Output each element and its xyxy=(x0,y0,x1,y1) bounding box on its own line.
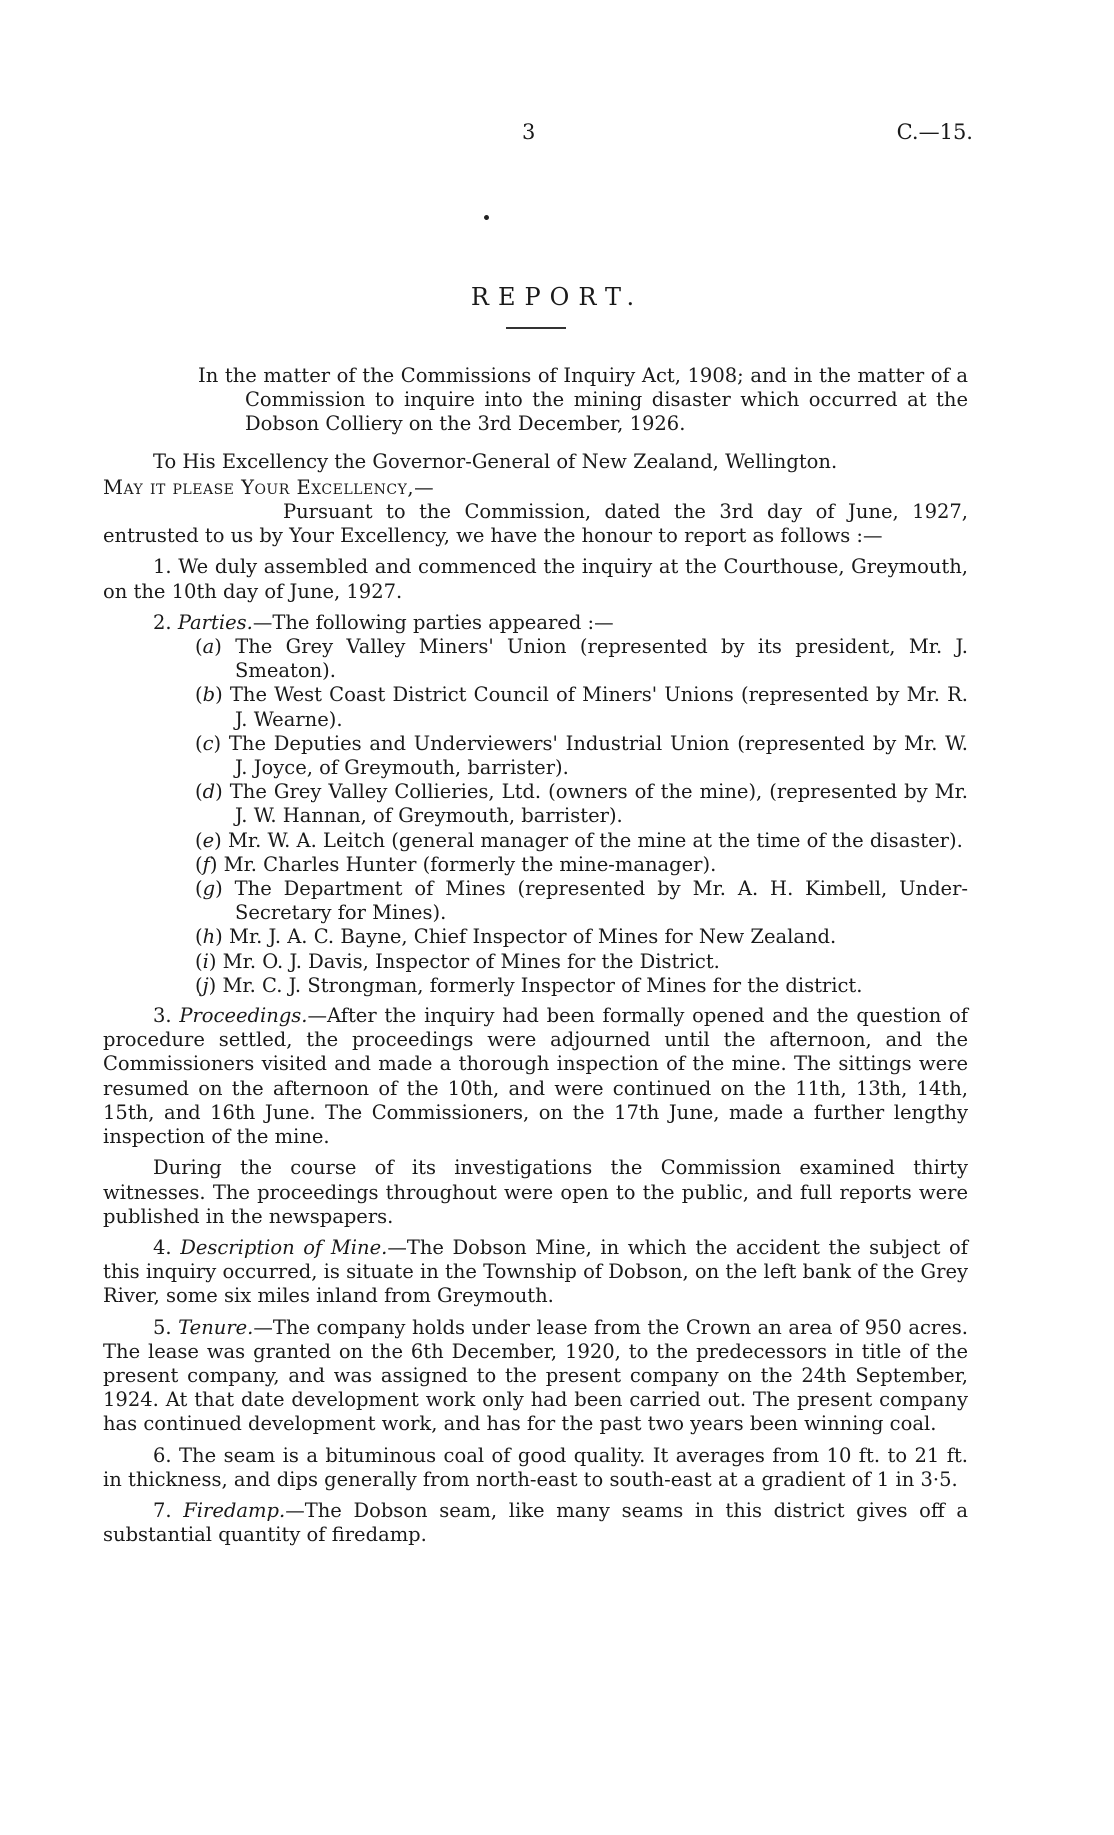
paragraph-4-number: 4. xyxy=(153,1235,172,1259)
paragraph-3-heading: Proceedings. xyxy=(179,1004,308,1028)
party-text: The Grey Valley Miners' Union (represented by its president, Mr. J. Smeaton). xyxy=(235,635,969,683)
list-item: (j) Mr. C. J. Strongman, formerly Inspector of Mines for the district. xyxy=(195,973,863,997)
report-title: REPORT. xyxy=(470,283,644,311)
list-item: (a) The Grey Valley Miners' Union (represented by its president, Mr. J. Smeaton). xyxy=(195,635,969,683)
document-code: C.—15. xyxy=(896,120,973,144)
list-item: (h) Mr. J. A. C. Bayne, Chief Inspector of Mines for New Zealand. xyxy=(195,925,837,949)
party-label: j xyxy=(202,973,209,997)
paragraph-4-text: —The Dobson Mine, in which the accident the subject of this inquiry occurred, is situate in the Township of Dobson, on the left bank of the Grey River, some six miles inland from Greymouth. xyxy=(103,1235,968,1308)
paragraph-2-number: 2. xyxy=(153,610,172,634)
party-text: Mr. J. A. C. Bayne, Chief Inspector of Mines for New Zealand. xyxy=(228,925,837,949)
party-text: The Grey Valley Collieries, Ltd. (owners of the mine), (represented by Mr. J. W. Hannan, of Greymouth, barrister). xyxy=(229,780,969,828)
party-text: Mr. O. J. Davis, Inspector of Mines for the District. xyxy=(222,949,720,973)
salutation: May it please Your Excellency,— xyxy=(103,475,435,499)
list-item: (f) Mr. Charles Hunter (formerly the mine-manager). xyxy=(195,852,717,876)
paragraph-5-text: —The company holds under lease from the Crown an area of 950 acres. The lease was granted on the 6th December, 1920, to the predecessors in title of the present company, and was assigned to the present company on the 24th September, 1924. At that date development work only had been carried out. The present company has continued development work, and has for the past two years been winning coal. xyxy=(103,1315,968,1436)
party-text: Mr. C. J. Strongman, formerly Inspector of Mines for the district. xyxy=(222,973,863,997)
list-item: (d) The Grey Valley Collieries, Ltd. (owners of the mine), (represented by Mr. J. W. Hannan, of Greymouth, barrister). xyxy=(195,780,969,828)
party-label: b xyxy=(202,683,216,707)
party-label: c xyxy=(202,731,214,755)
paragraph-7-text: —The Dobson seam, like many seams in this district gives off a substantial quantity of firedamp. xyxy=(103,1498,968,1547)
list-item: (g) The Department of Mines (represented by Mr. A. H. Kimbell, Under-Secretary for Mines). xyxy=(195,877,969,925)
list-item: (c) The Deputies and Underviewers' Industrial Union (represented by Mr. W. J. Joyce, of Greymouth, barrister). xyxy=(195,731,968,780)
paragraph-3-number: 3. xyxy=(153,1004,172,1028)
paragraph-2 xyxy=(103,611,968,635)
paragraph-5-number: 5. xyxy=(153,1315,172,1339)
party-text: Mr. Charles Hunter (formerly the mine-manager). xyxy=(223,852,717,876)
paragraph-2-text: —The following parties appeared :— xyxy=(252,610,614,634)
paragraph-4-heading: Description of Mine. xyxy=(180,1235,388,1259)
party-text: Mr. W. A. Leitch (general manager of the mine at the time of the disaster). xyxy=(227,828,963,852)
intro-paragraph: Pursuant to the Commission, dated the 3rd day of June, 1927, entrusted to us by Your Excellency, we have the honour to report as follows :— xyxy=(103,500,968,548)
matter-paragraph: In the matter of the Commissions of Inquiry Act, 1908; and in the matter of a Commission to inquire into the mining disaster which occurred at the Dobson Colliery on the 3rd December, 1926. xyxy=(198,364,968,436)
party-label: i xyxy=(202,949,209,973)
paragraph-6: 6. The seam is a bituminous coal of good quality. It averages from 10 ft. to 21 ft. in thickness, and dips generally from north-east to south-east at a gradient of 1 in 3·5. xyxy=(103,1443,968,1491)
list-item: (e) Mr. W. A. Leitch (general manager of the mine at the time of the disaster). xyxy=(195,828,963,852)
paragraph-2-heading: Parties. xyxy=(177,610,253,634)
page-header xyxy=(0,120,1114,150)
ink-mark xyxy=(483,214,489,220)
party-text: The Department of Mines (represented by Mr. A. H. Kimbell, Under-Secretary for Mines). xyxy=(234,877,969,925)
party-text: The West Coast District Council of Miners' Unions (represented by Mr. R. J. Wearne). xyxy=(229,683,968,731)
party-label: a xyxy=(202,635,215,659)
list-item: (b) The West Coast District Council of Miners' Unions (represented by Mr. R. J. Wearne). xyxy=(195,683,968,731)
paragraph-3b: During the course of its investigations the Commission examined thirty witnesses. The proceedings throughout were open to the public, and full reports were published in the newspapers. xyxy=(103,1156,968,1228)
paragraph-4 xyxy=(103,1236,968,1309)
party-label: d xyxy=(202,780,216,804)
party-label: h xyxy=(202,925,216,949)
paragraph-3 xyxy=(103,1004,968,1149)
paragraph-7-number: 7. xyxy=(153,1498,172,1522)
party-label: g xyxy=(202,877,216,901)
paragraph-5-heading: Tenure. xyxy=(178,1315,254,1339)
addressee: To His Excellency the Governor-General of New Zealand, Wellington. xyxy=(153,449,838,473)
parties-list xyxy=(103,635,968,998)
title-rule xyxy=(506,327,566,329)
paragraph-1: 1. We duly assembled and commenced the inquiry at the Courthouse, Greymouth, on the 10th day of June, 1927. xyxy=(103,555,968,603)
paragraph-7-heading: Firedamp. xyxy=(183,1498,286,1522)
party-text: The Deputies and Underviewers' Industrial Union (represented by Mr. W. J. Joyce, of Greymouth, barrister). xyxy=(228,731,968,780)
paragraph-7 xyxy=(103,1499,968,1547)
page-number: 3 xyxy=(522,120,536,144)
paragraph-5 xyxy=(103,1316,968,1437)
paragraph-3-text: —After the inquiry had been formally opened and the question of procedure settled, the proceedings were adjourned until the afternoon, and the Commissioners visited and made a thorough inspection of the mine. The sittings were resumed on the afternoon of the 10th, and were continued on the 11th, 13th, 14th, 15th, and 16th June. The Commissioners, on the 17th June, made a further lengthy inspection of the mine. xyxy=(103,1004,968,1149)
report-body xyxy=(103,364,968,1554)
party-label: e xyxy=(202,828,215,852)
party-label: f xyxy=(202,852,210,876)
list-item: (i) Mr. O. J. Davis, Inspector of Mines for the District. xyxy=(195,949,720,973)
